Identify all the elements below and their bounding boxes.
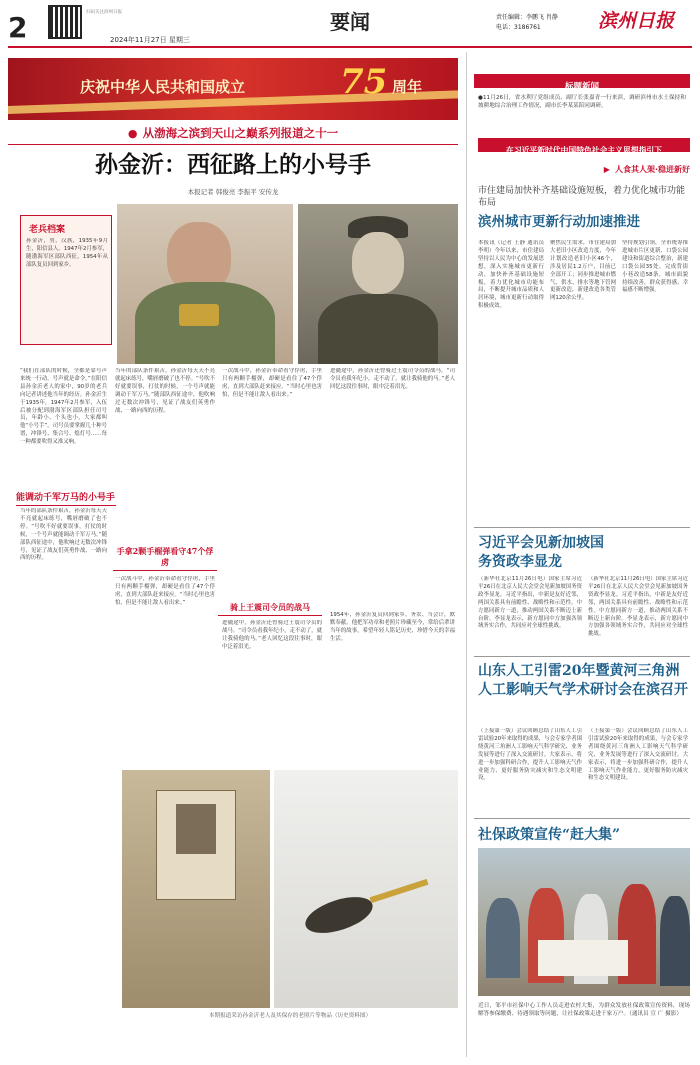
brief-title: 标题新闻 (564, 82, 599, 92)
campaign-banner (478, 138, 690, 155)
xi-rule (474, 527, 690, 528)
editor-line: 责任编辑：李鹏飞 肖静 (496, 14, 558, 21)
subhead-2: 手拿2颗手榴弹看守47个俘虏 (113, 546, 217, 571)
bio-text: 孙金沂，男，汉族，1935年9月生，阳信县人。1947年2月参军，随渤海军区部队西征，1954年从部队复员回到家乡。 (26, 238, 108, 268)
series-text: 从渤海之滨到天山之巅系列报道之十一 (142, 126, 339, 140)
photo-market (478, 848, 690, 996)
anniversary-banner (8, 58, 458, 120)
series-bullet-icon: ● (127, 127, 138, 140)
date-line: 2024年11月27日 星期三 (110, 36, 190, 44)
series-title (8, 122, 458, 142)
story-col4-a: 进疆途中，孙金沂还曾骑过王震司令员的战马。“司令员看我年纪小，走不动了，就让我骑他的马。”老人回忆这段往事时，眼中泛着泪光。 (330, 368, 455, 390)
story-col4-b: 1954年，孙金沂复员回到家乡，务农、当会计，默默奉献。他把军功章和老照片珍藏至今，常给后辈讲当年的故事，希望年轻人铭记历史、珍惜今天的幸福生活。 (330, 612, 455, 642)
photo-caption: 本期报道采访孙金沂老人及其保存的老照片等物品（历史资料图） (208, 1013, 372, 1019)
photo-bugle (274, 770, 458, 1008)
photo-veteran (117, 204, 293, 364)
header-rule (8, 46, 692, 48)
urban-col1: 本报讯（记者 王静 通讯员 李明）今年以来，市住建局坚持以人民为中心的发展思想，深入实施城市更新行动，加快补齐基础设施短板，着力优化城市功能布局，不断提升城市品质和人居环境，城市更新行动取得积极成效。 (478, 240, 544, 310)
urban-col2: 聚焦民生需求，市住建局加大老旧小区改造力度，今年计划改造老旧小区46个，涉及居民1.2万户，目前已全部开工；同步推进城市燃气、供水、排水等地下管网更新改造，新建改造各类管网120余公里。 (550, 240, 616, 302)
yellow-col2: （上接第一版）会议回顾总结了山东人工引雷试验20年来取得的成果，与会专家学者围绕黄河三角洲人工影响天气科学研究、业务发展等进行了深入交流研讨。大家表示，将进一步加强科研合作，提升人工影响天气作业能力，更好服务防灾减灾和生态文明建设。 (588, 728, 688, 782)
banner-suffix: 周年 (392, 78, 423, 96)
brief-text: ●11月26日，省水利厅党组成员、副厅长张嘉青一行来滨，调研滨州市水土保持和坡耕地综合治理工作情况，副市长李某某陪同调研。 (478, 95, 686, 109)
section-title: 要闻 (330, 10, 370, 34)
story-col2-b: 一次战斗中，孙金沂奉命看守俘虏，手里只有两颗手榴弹，却硬是看住了47个俘虏，直到大部队赶来接应。“当时心里也害怕，但是不能让敌人看出来。” (115, 576, 215, 606)
banner-title: 庆祝中华人民共和国成立 (80, 78, 246, 96)
story-headline: 孙金沂：西征路上的小号手 (95, 151, 371, 178)
tagline-star-icon: ▶ (603, 165, 610, 174)
bio-title: 老兵档案 (29, 225, 66, 235)
story-col1-a: “我们在部队的时候，全都是靠号声来统一行动，号声就是命令。”在阳信县孙金沂老人的家中，90岁的老兵向记者讲述他当年的经历。孙金沂生于1935年，1947年2月参军，入伍后被分配到渤海军区部队担任司号员，年龄小、个头也小，大家都叫他“小号手”。司号员要掌握几十种号谱，冲锋号、集合号、熄灯号……每一种都要吹得又准又响。 (20, 368, 107, 446)
social-rule (474, 818, 690, 819)
campaign-tagline (560, 157, 690, 176)
urban-title: 滨州城市更新行动加速推进 (478, 214, 640, 230)
photo-certificate (122, 770, 270, 1008)
column-divider (466, 52, 467, 1057)
story-col1-b: 当年的部队条件艰苦，孙金沂每天天不亮就起床练号，嘴唇磨破了也不停。“号吹不好就要误事，打仗的时候，一个号声就能调动千军万马。”随部队西征途中，他吹响过无数次冲锋号，见证了战友们英勇作战、一路向西的历程。 (20, 508, 107, 562)
banner-75: 75 (340, 62, 388, 102)
qr-caption: 扫码关注滨州日报 (86, 10, 122, 15)
social-title: 社保政策宣传“赶大集” (478, 827, 621, 843)
brief-header (474, 74, 690, 92)
yellow-col1: （上接第一版）会议回顾总结了山东人工引雷试验20年来取得的成果，与会专家学者围绕黄河三角洲人工影响天气科学研究、业务发展等进行了深入交流研讨。大家表示，将进一步加强科研合作，提升人工影响天气作业能力，更好服务防灾减灾和生态文明建设。 (478, 728, 582, 782)
urban-kicker: 市住建局加快补齐基础设施短板，着力优化城市功能布局 (478, 186, 686, 208)
urban-col3: 坚持规划引领，全市统筹推进城市片区更新、口袋公园建设和街道综合整治，新建口袋公园35处，完成背街小巷改造58条，城市面貌持续改善，群众获得感、幸福感不断增强。 (622, 240, 688, 294)
tagline-text: 人食其人架·稳进新好 (614, 165, 690, 174)
story-col3-b: 进疆途中，孙金沂还曾骑过王震司令员的战马。“司令员看我年纪小，走不动了，就让我骑他的马。”老人回忆这段往事时，眼中泛着泪光。 (222, 620, 322, 650)
xi-col2: （新华社北京11月26日电）国家主席习近平26日在北京人民大会堂会见新加坡国务资政李显龙。习近平指出，中新是友好近邻，两国关系具有前瞻性、战略性和示范性。中方愿同新方一道，推动两国关系不断迈上新台阶。李显龙表示，新方愿同中方加强各领域务实合作，共同应对全球性挑战。 (588, 576, 688, 638)
photo-young-soldier (298, 204, 458, 364)
yellow-rule (474, 656, 690, 657)
series-rule (8, 144, 458, 145)
subhead-3: 骑上王震司令员的战马 (218, 602, 322, 616)
story-col3-a: 一次战斗中，孙金沂奉命看守俘虏，手里只有两颗手榴弹，却硬是看住了47个俘虏，直到大部队赶来接应。“当时心里也害怕，但是不能让敌人看出来。” (222, 368, 322, 398)
xi-title: 习近平会见新加坡国务资政李显龙 (478, 535, 604, 570)
page-number: 2 (8, 11, 28, 44)
xi-col1: （新华社北京11月26日电）国家主席习近平26日在北京人民大会堂会见新加坡国务资政李显龙。习近平指出，中新是友好近邻，两国关系具有前瞻性、战略性和示范性。中方愿同新方一道，推动两国关系不断迈上新台阶。李显龙表示，新方愿同中方加强各领域务实合作，共同应对全球性挑战。 (478, 576, 582, 630)
brand-logo: 滨州日报 (598, 10, 675, 32)
subhead-1: 能调动千军万马的小号手 (16, 490, 116, 506)
bio-box (20, 215, 112, 345)
social-caption: 近日，邹平市社保中心工作人员走进农村大集，为群众发放社保政策宣传资料，现场解答参保缴费、待遇领取等问题，让社保政策走进千家万户。（通讯员 宣 广 摄影） (478, 1003, 690, 1017)
story-col2-a: 当年的部队条件艰苦，孙金沂每天天不亮就起床练号，嘴唇磨破了也不停。“号吹不好就要误事，打仗的时候，一个号声就能调动千军万马。”随部队西征途中，他吹响过无数次冲锋号，见证了战友们英勇作战、一路向西的历程。 (115, 368, 215, 414)
phone-line: 电话：3186761 (496, 24, 541, 31)
campaign-text: 在习近平新时代中国特色社会主义思想指引下 (506, 146, 662, 155)
story-byline: 本报记者 韩俊亮 李振平 安传龙 (187, 188, 279, 196)
qr-code (48, 5, 82, 39)
yellow-title: 山东人工引雷20年暨黄河三角洲人工影响天气学术研讨会在滨召开 (478, 663, 688, 698)
